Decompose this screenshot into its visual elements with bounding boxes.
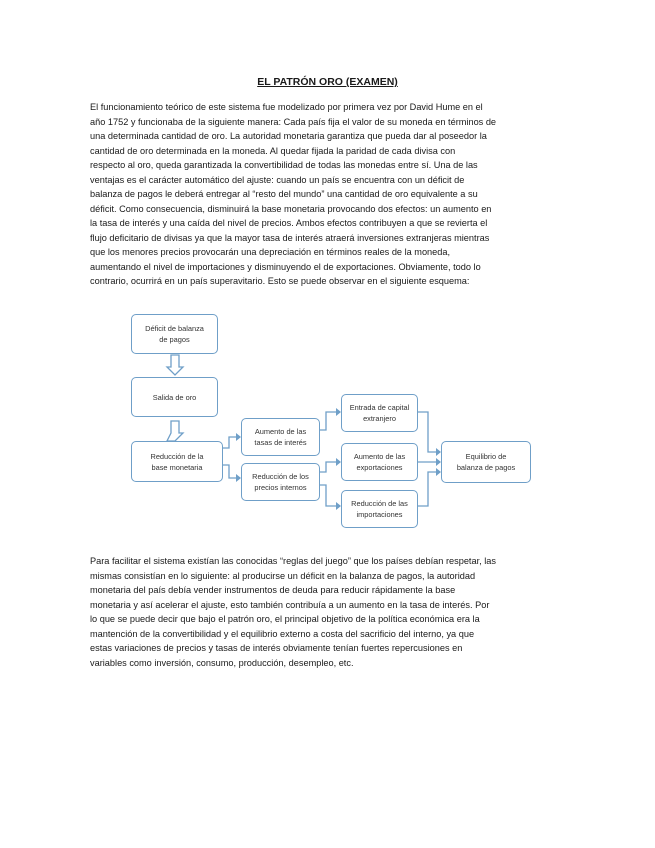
paragraph-line: cantidad de oro determinada en la moneda. Al quedar fijada la paridad de cada divisa con bbox=[90, 145, 456, 156]
box-aumento-exportaciones bbox=[341, 443, 418, 481]
box-line: exportaciones bbox=[356, 463, 403, 472]
box-deficit-balanza bbox=[131, 314, 218, 354]
paragraph-line: flujo deficitario de divisas ya que la mayor tasa de interés atraerá inversiones extranjeras mientras bbox=[90, 232, 490, 243]
box-line: precios internos bbox=[254, 483, 307, 492]
down-arrow-icon bbox=[167, 355, 183, 375]
document-title: EL PATRÓN ORO (EXAMEN) bbox=[257, 76, 398, 88]
box-line: Déficit de balanza bbox=[145, 324, 204, 333]
box-reduccion-base-monetaria bbox=[131, 441, 223, 482]
box-line: Equilibrio de bbox=[465, 452, 507, 461]
box-line: extranjero bbox=[363, 414, 396, 423]
paragraph-line: ventajas es el carácter automático del ajuste: cuando un país se encuentra con un déficit de bbox=[90, 174, 465, 185]
connector-line bbox=[320, 462, 336, 472]
box-line: Reducción de la bbox=[150, 451, 204, 461]
paragraph-line: que los menores precios provocarán una depreciación en términos reales de la moneda, bbox=[90, 247, 451, 257]
box-reduccion-precios bbox=[241, 463, 320, 501]
box-line: Reducción de los bbox=[252, 472, 309, 481]
connector-line bbox=[320, 485, 336, 506]
box-aumento-tasas bbox=[241, 418, 320, 456]
box-line: balanza de pagos bbox=[456, 463, 516, 472]
box-line: Reducción de las bbox=[351, 499, 408, 508]
paragraph-line: la tasa de interés y una caída del nivel de precios. Ambos efectos contribuyen a que se revierta el bbox=[90, 218, 488, 228]
connector-line bbox=[223, 465, 236, 478]
box-line: tasas de interés bbox=[254, 438, 307, 447]
connector-line bbox=[320, 412, 336, 430]
box-line: Aumento de las bbox=[353, 452, 406, 461]
box-reduccion-importaciones bbox=[341, 490, 418, 528]
box-line: Salida de oro bbox=[152, 392, 197, 402]
paragraph-line: respecto al oro, queda garantizada la convertibilidad de todas las monedas entre sí. Una de las bbox=[90, 160, 478, 170]
box-line: importaciones bbox=[356, 510, 403, 519]
connector-line bbox=[223, 437, 236, 448]
paragraph-line: contrario, ocurrirá en un país superavitario. Esto se puede observar en el siguiente esquema: bbox=[90, 276, 470, 286]
connector-line bbox=[418, 412, 436, 452]
paragraph-line: Para facilitar el sistema existían las conocidas “reglas del juego” que los países debían respetar, las bbox=[90, 556, 496, 566]
paragraph-line: mantención de la convertibilidad y el equilibrio externo a costa del sacrificio del interno, ya que bbox=[90, 628, 475, 639]
paragraph-line: monetaria y así acelerar el ajuste, esto también contribuía a un aumento en la tasa de interés. Por bbox=[90, 599, 490, 610]
box-line: de pagos bbox=[159, 335, 190, 344]
rules-paragraph bbox=[90, 554, 570, 670]
paragraph-line: año 1752 y funcionaba de la siguiente manera: Cada país fija el valor de su moneda en términos de bbox=[90, 116, 497, 127]
paragraph-line: estas variaciones de precios y tasas de interés obviamente tenían fuertes repercusiones en bbox=[90, 643, 463, 653]
paragraph-line: mismas consistían en lo siguiente: al producirse un déficit en la balanza de pagos, la autoridad bbox=[90, 570, 476, 581]
paragraph-line: aumentando el nivel de importaciones y disminuyendo el de exportaciones. Obviamente, todo lo bbox=[90, 261, 481, 272]
paragraph-line: El funcionamiento teórico de este sistema fue modelizado por primera vez por David Hume en el bbox=[90, 102, 483, 112]
paragraph-line: variables como inversión, consumo, producción, desempleo, etc. bbox=[90, 657, 354, 668]
paragraph-line: lo que se puede decir que bajo el patrón oro, el principal objetivo de la política económica era la bbox=[90, 614, 480, 624]
box-salida-oro bbox=[131, 377, 218, 417]
box-entrada-capital bbox=[341, 394, 418, 432]
paragraph-line: balanza de pagos le deberá entregar al “resto del mundo” una cantidad de oro equivalente a su bbox=[90, 189, 478, 199]
box-line: Aumento de las bbox=[254, 427, 307, 436]
box-equilibrio-balanza bbox=[441, 441, 531, 483]
paragraph-line: monetaria del país debía vender instrumentos de deuda para reducir rápidamente la base bbox=[90, 585, 456, 595]
down-arrow-icon bbox=[167, 421, 183, 441]
box-line: Entrada de capital bbox=[349, 403, 410, 412]
box-line: base monetaria bbox=[151, 462, 203, 472]
paragraph-line: una determinada cantidad de oro. La autoridad monetaria garantiza que pueda dar al poseedor la bbox=[90, 131, 487, 141]
paragraph-line: déficit. Como consecuencia, disminuirá la base monetaria provocando dos efectos: un aumento en bbox=[90, 203, 492, 214]
connector-line bbox=[418, 472, 436, 506]
